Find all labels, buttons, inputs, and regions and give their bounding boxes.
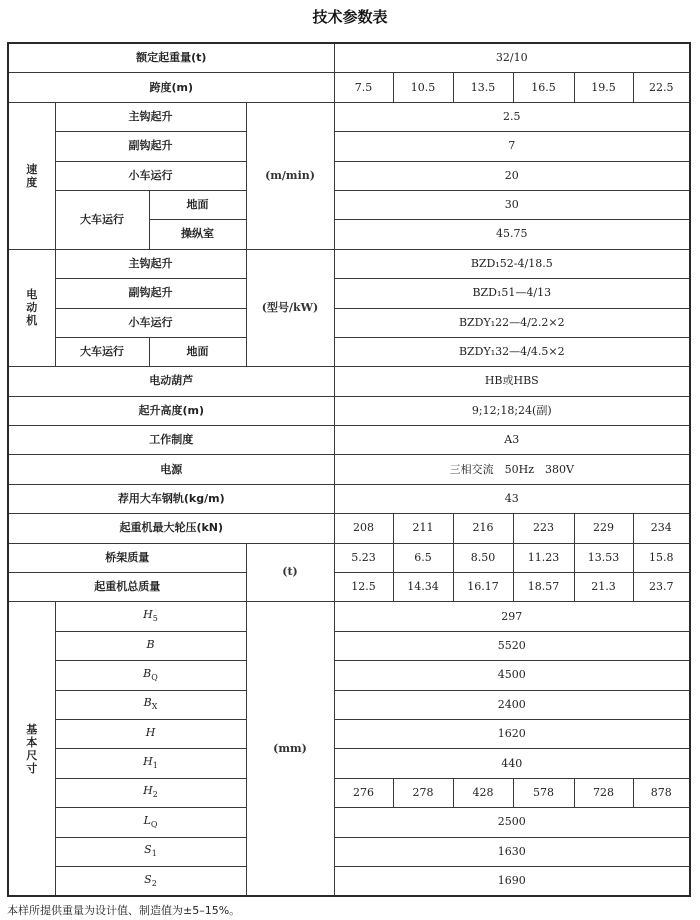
wheel-load-value: 211: [393, 514, 453, 543]
row-total-mass: [8, 573, 690, 602]
motor-aux-hoist-value: BZD₁51—4/13: [334, 279, 690, 308]
dim-bq-value: 4500: [334, 661, 690, 690]
span-value: 19.5: [574, 73, 633, 102]
row-rated-load: [8, 43, 690, 73]
dim-bx-value: 2400: [334, 690, 690, 719]
total-mass-value: 12.5: [334, 573, 393, 602]
rated-load-value: 32/10: [334, 43, 690, 73]
motor-crane-ground-label: 地面: [149, 337, 246, 366]
motor-aux-hoist-label: 副钩起升: [55, 279, 246, 308]
footnote: 本样所提供重量为设计值、制造值为±5–15%。: [7, 904, 241, 917]
dim-s1-value: 1630: [334, 837, 690, 866]
duty-label: 工作制度: [8, 426, 334, 455]
spec-table: [7, 42, 691, 897]
wheel-load-value: 223: [513, 514, 574, 543]
speed-crane-cab-label: 操纵室: [149, 220, 246, 249]
lift-height-label: 起升高度(m): [8, 396, 334, 425]
row-dim-lq: [8, 808, 690, 837]
row-bridge-mass: [8, 543, 690, 572]
bridge-mass-value: 8.50: [453, 543, 513, 572]
dim-s2-label: $S_2$: [55, 866, 246, 896]
row-dim-h2: [8, 778, 690, 807]
row-lift-height: [8, 396, 690, 425]
dim-h2-value: 728: [574, 778, 633, 807]
motor-trolley-label: 小车运行: [55, 308, 246, 337]
row-dim-h1: [8, 749, 690, 778]
motor-crane-travel-value: BZDY₁32—4/4.5×2: [334, 337, 690, 366]
total-mass-value: 14.34: [393, 573, 453, 602]
motor-group-label: [8, 249, 55, 367]
row-dim-s1: [8, 837, 690, 866]
row-speed-aux-hoist: [8, 132, 690, 161]
row-dim-bx: [8, 690, 690, 719]
dim-h-value: 1620: [334, 719, 690, 748]
span-value: 13.5: [453, 73, 513, 102]
wheel-load-value: 229: [574, 514, 633, 543]
speed-group-label: [8, 102, 55, 249]
bridge-mass-value: 11.23: [513, 543, 574, 572]
mass-unit: (t): [246, 543, 334, 602]
dim-bq-label: $B_Q$: [55, 661, 246, 690]
speed-trolley-value: 20: [334, 161, 690, 190]
rail-value: 43: [334, 484, 690, 513]
speed-crane-ground-label: 地面: [149, 190, 246, 219]
hoist-label: 电动葫芦: [8, 367, 334, 396]
dim-h1-label: $H_1$: [55, 749, 246, 778]
row-speed-crane-ground: [8, 190, 690, 219]
dim-h2-value: 878: [633, 778, 690, 807]
dim-h-label: H: [55, 719, 246, 748]
speed-main-hoist-value: 2.5: [334, 102, 690, 131]
row-duty: [8, 426, 690, 455]
power-value: 三相交流 50Hz 380V: [334, 455, 690, 484]
speed-crane-travel-label: 大车运行: [55, 190, 149, 249]
row-dim-h: [8, 719, 690, 748]
motor-unit: (型号/kW): [246, 249, 334, 367]
row-speed-trolley: [8, 161, 690, 190]
dims-group-label: [8, 602, 55, 896]
dim-b-label: B: [55, 631, 246, 660]
dims-group-text: 基本尺寸: [26, 722, 38, 775]
total-mass-value: 23.7: [633, 573, 690, 602]
row-rail: [8, 484, 690, 513]
bridge-mass-value: 13.53: [574, 543, 633, 572]
dim-s1-label: $S_1$: [55, 837, 246, 866]
row-dim-bq: [8, 661, 690, 690]
dim-lq-value: 2500: [334, 808, 690, 837]
dim-lq-label: $L_Q$: [55, 808, 246, 837]
page-title: 技术参数表: [312, 8, 388, 26]
rated-load-label: 额定起重量(t): [8, 43, 334, 73]
speed-crane-ground-value: 30: [334, 190, 690, 219]
wheel-load-value: 216: [453, 514, 513, 543]
motor-main-hoist-label: 主钩起升: [55, 249, 246, 278]
total-mass-value: 16.17: [453, 573, 513, 602]
row-motor-main-hoist: [8, 249, 690, 278]
row-dim-s2: [8, 866, 690, 896]
bridge-mass-value: 5.23: [334, 543, 393, 572]
speed-crane-cab-value: 45.75: [334, 220, 690, 249]
total-mass-value: 18.57: [513, 573, 574, 602]
row-motor-trolley: [8, 308, 690, 337]
span-value: 22.5: [633, 73, 690, 102]
motor-main-hoist-value: BZD₁52-4/18.5: [334, 249, 690, 278]
span-value: 16.5: [513, 73, 574, 102]
row-hoist: [8, 367, 690, 396]
power-label: 电源: [8, 455, 334, 484]
dim-h2-value: 428: [453, 778, 513, 807]
dim-h2-value: 578: [513, 778, 574, 807]
dim-h2-value: 276: [334, 778, 393, 807]
dim-h2-label: $H_2$: [55, 778, 246, 807]
speed-unit: (m/min): [246, 102, 334, 249]
rail-label: 荐用大车钢轨(kg/m): [8, 484, 334, 513]
wheel-load-value: 208: [334, 514, 393, 543]
dim-bx-label: $B_X$: [55, 690, 246, 719]
bridge-mass-label: 桥架质量: [8, 543, 246, 572]
span-value: 7.5: [334, 73, 393, 102]
motor-crane-travel-label: 大车运行: [55, 337, 149, 366]
duty-value: A3: [334, 426, 690, 455]
bridge-mass-value: 15.8: [633, 543, 690, 572]
row-speed-main-hoist: [8, 102, 690, 131]
hoist-value: HB或HBS: [334, 367, 690, 396]
speed-group-text: 速度: [26, 162, 38, 189]
row-dim-b: [8, 631, 690, 660]
dim-h1-value: 440: [334, 749, 690, 778]
speed-aux-hoist-label: 副钩起升: [55, 132, 246, 161]
row-dim-h5: [8, 602, 690, 631]
dim-h2-value: 278: [393, 778, 453, 807]
row-wheel-load: [8, 514, 690, 543]
speed-aux-hoist-value: 7: [334, 132, 690, 161]
span-value: 10.5: [393, 73, 453, 102]
lift-height-value: 9;12;18;24(副): [334, 396, 690, 425]
wheel-load-value: 234: [633, 514, 690, 543]
wheel-load-label: 起重机最大轮压(kN): [8, 514, 334, 543]
motor-trolley-value: BZDY₁22—4/2.2×2: [334, 308, 690, 337]
row-motor-crane-travel: [8, 337, 690, 366]
bridge-mass-value: 6.5: [393, 543, 453, 572]
span-label: 跨度(m): [8, 73, 334, 102]
speed-main-hoist-label: 主钩起升: [55, 102, 246, 131]
motor-group-text: 电动机: [26, 288, 38, 328]
row-motor-aux-hoist: [8, 279, 690, 308]
dim-h5-value: 297: [334, 602, 690, 631]
dim-s2-value: 1690: [334, 866, 690, 896]
total-mass-value: 21.3: [574, 573, 633, 602]
total-mass-label: 起重机总质量: [8, 573, 246, 602]
row-span: [8, 73, 690, 102]
dim-b-value: 5520: [334, 631, 690, 660]
dim-h5-label: $H_5$: [55, 602, 246, 631]
speed-trolley-label: 小车运行: [55, 161, 246, 190]
dims-unit: (mm): [246, 602, 334, 896]
row-power: [8, 455, 690, 484]
